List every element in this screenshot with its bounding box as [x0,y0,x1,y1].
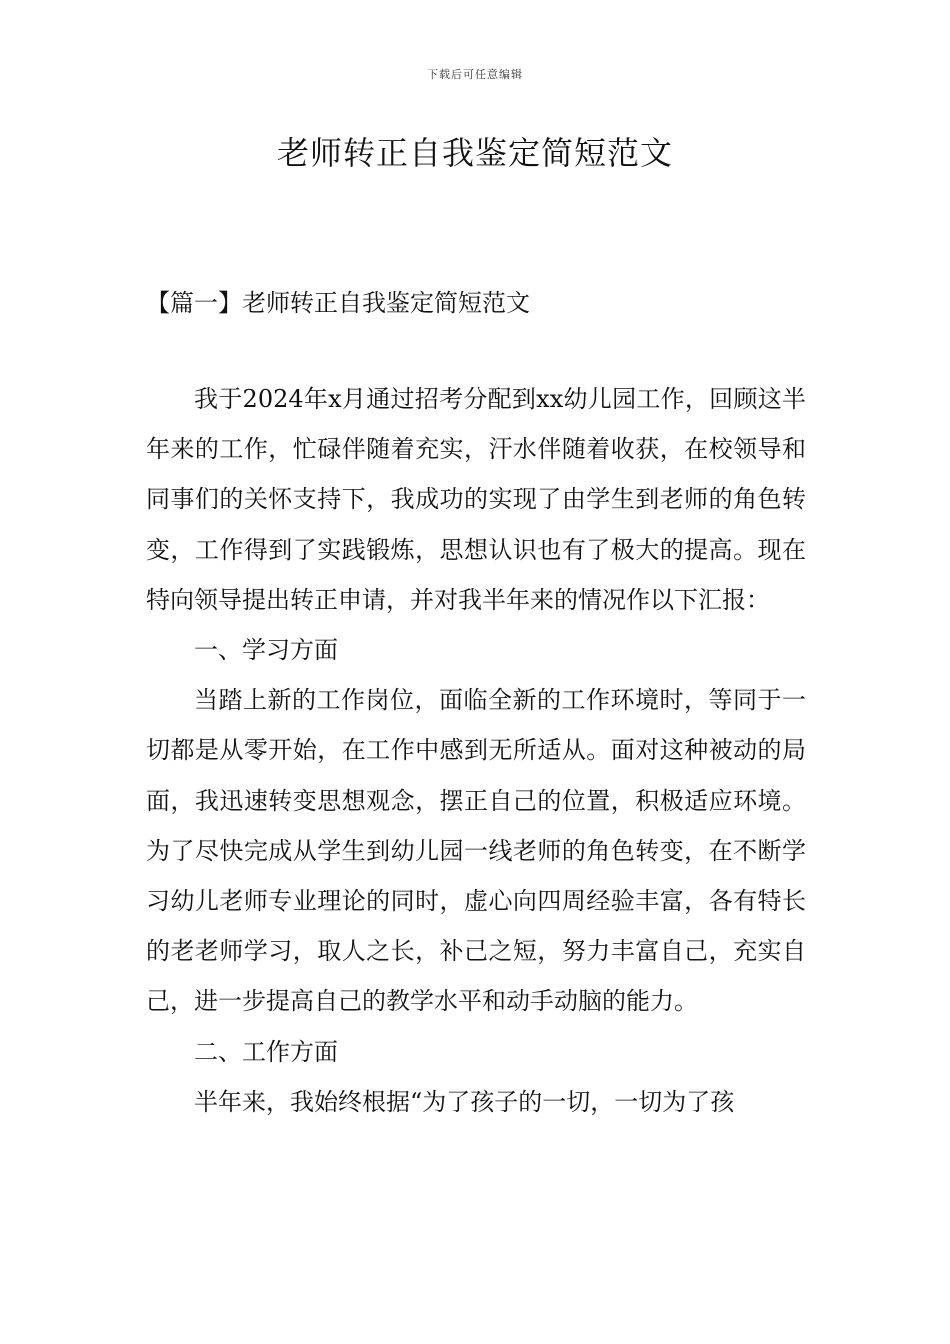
document-title: 老师转正自我鉴定简短范文 [276,134,673,172]
subheading-work: 二、工作方面 [194,1037,338,1066]
section-heading: 【篇一】老师转正自我鉴定简短范文 [146,289,530,317]
document-body [146,374,806,1127]
paragraph-study: 当踏上新的工作岗位，面临全新的工作环境时，等同于一切都是从零开始，在工作中感到无所适从。面对这种被动的局面，我迅速转变思想观念，摆正自己的位置，积极适应环境。为了尽快完成从学生到幼儿园一线老师的角色转变，在不断学习幼儿老师专业理论的同时，虚心向四周经验丰富，各有特长的老老师学习，取人之长，补己之短，努力丰富自己，充实自己，进一步提高自己的教学水平和动手动脑的能力。 [146,686,806,1016]
paragraph-intro: 我于2024年x月通过招考分配到xx幼儿园工作，回顾这半年来的工作，忙碌伴随着充实，汗水伴随着收获，在校领导和同事们的关怀支持下，我成功的实现了由学生到老师的角色转变，工作得到了实践锻炼，思想认识也有了极大的提高。现在特向领导提出转正申请，并对我半年来的情况作以下汇报： [146,385,806,614]
paragraph-work: 半年来，我始终根据“为了孩子的一切，一切为了孩 [194,1087,735,1116]
header-note: 下载后可任意编辑 [427,68,523,81]
subheading-study: 一、学习方面 [194,636,338,665]
